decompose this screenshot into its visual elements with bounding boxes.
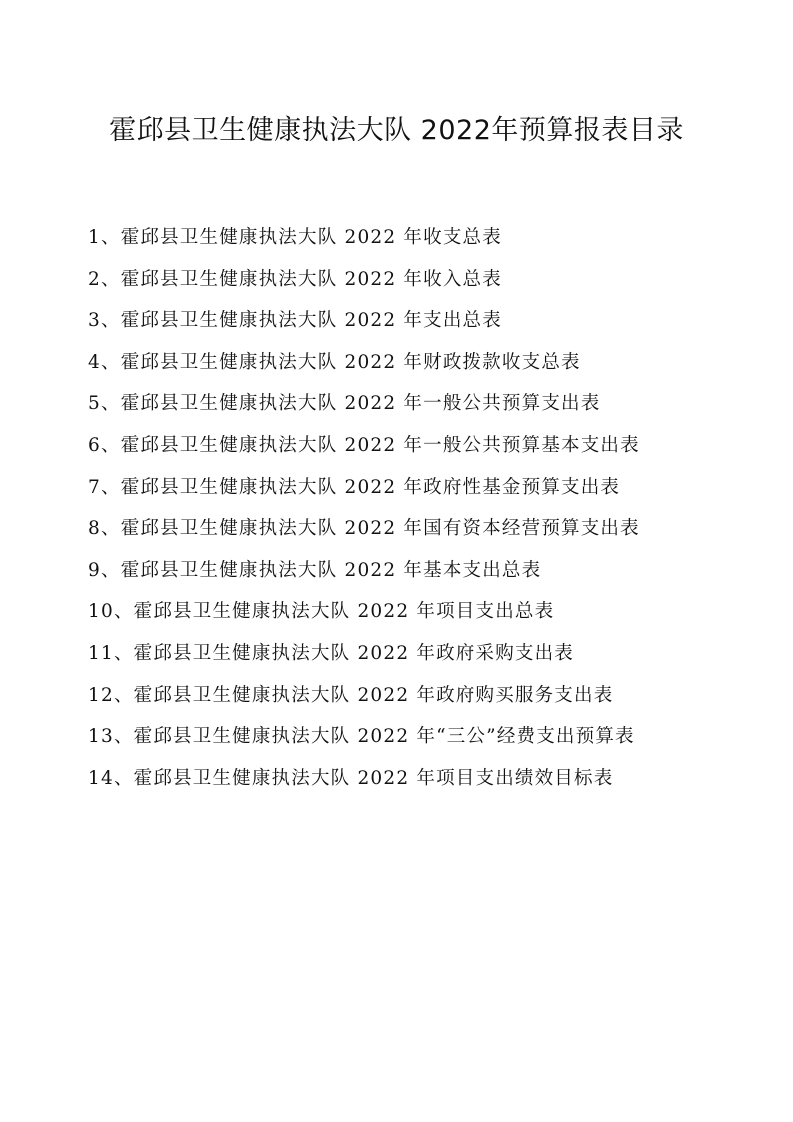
- toc-item-text: 霍邱县卫生健康执法大队 2022 年政府性基金预算支出表: [120, 476, 621, 498]
- toc-item-separator: 、: [100, 559, 121, 581]
- toc-item-number: 9: [88, 559, 101, 581]
- toc-item: [88, 432, 640, 474]
- toc-item: [88, 723, 640, 765]
- toc-item-text: 霍邱县卫生健康执法大队 2022 年“三公”经费支出预算表: [133, 726, 635, 748]
- toc-item-number: 13: [88, 726, 114, 748]
- toc-item-number: 7: [88, 476, 101, 498]
- toc-item-separator: 、: [113, 601, 134, 623]
- toc-item-text: 霍邱县卫生健康执法大队 2022 年收支总表: [120, 227, 502, 248]
- toc-item-separator: 、: [100, 310, 121, 332]
- toc-item: [88, 640, 640, 682]
- toc-item-separator: 、: [100, 476, 121, 498]
- toc-item-text: 霍邱县卫生健康执法大队 2022 年支出总表: [120, 310, 502, 332]
- toc-item-number: 12: [88, 684, 114, 706]
- toc-item-number: 1: [88, 227, 101, 248]
- toc-item-number: 3: [88, 310, 101, 332]
- toc-item-text: 霍邱县卫生健康执法大队 2022 年项目支出绩效目标表: [133, 767, 614, 789]
- toc-item-number: 4: [88, 351, 101, 373]
- toc-item: [88, 390, 640, 432]
- toc-item-text: 霍邱县卫生健康执法大队 2022 年收入总表: [120, 268, 502, 290]
- table-of-contents: [88, 224, 640, 806]
- toc-item: [88, 474, 640, 516]
- toc-item-number: 11: [88, 642, 114, 664]
- toc-item: [88, 515, 640, 557]
- toc-item-separator: 、: [113, 684, 134, 706]
- toc-item-number: 10: [88, 601, 114, 623]
- toc-item-separator: 、: [100, 518, 121, 540]
- toc-item-number: 2: [88, 268, 101, 290]
- toc-item-text: 霍邱县卫生健康执法大队 2022 年政府购买服务支出表: [133, 684, 614, 706]
- toc-item-text: 霍邱县卫生健康执法大队 2022 年一般公共预算基本支出表: [120, 434, 640, 456]
- toc-item: [88, 266, 640, 308]
- toc-item-separator: 、: [113, 642, 134, 664]
- toc-item-separator: 、: [100, 351, 121, 373]
- toc-item-text: 霍邱县卫生健康执法大队 2022 年基本支出总表: [120, 559, 542, 581]
- toc-item: [88, 349, 640, 391]
- toc-item-separator: 、: [113, 767, 134, 789]
- document-title: 霍邱县卫生健康执法大队 2022年预算报表目录: [109, 115, 684, 146]
- toc-item-text: 霍邱县卫生健康执法大队 2022 年项目支出总表: [133, 601, 555, 623]
- toc-item-text: 霍邱县卫生健康执法大队 2022 年财政拨款收支总表: [120, 351, 581, 373]
- toc-item: [88, 598, 640, 640]
- toc-item-number: 14: [88, 767, 114, 789]
- toc-item-text: 霍邱县卫生健康执法大队 2022 年国有资本经营预算支出表: [120, 518, 640, 540]
- toc-item-number: 8: [88, 518, 101, 540]
- toc-item-text: 霍邱县卫生健康执法大队 2022 年一般公共预算支出表: [120, 393, 601, 415]
- toc-item-number: 6: [88, 434, 101, 456]
- toc-item: [88, 682, 640, 724]
- toc-item: [88, 557, 640, 599]
- toc-item-separator: 、: [100, 393, 121, 415]
- toc-item-separator: 、: [113, 726, 134, 748]
- toc-item-number: 5: [88, 393, 101, 415]
- toc-item: [88, 765, 640, 807]
- toc-item-text: 霍邱县卫生健康执法大队 2022 年政府采购支出表: [133, 642, 575, 664]
- toc-item-separator: 、: [100, 434, 121, 456]
- toc-item: [88, 307, 640, 349]
- toc-item-separator: 、: [100, 227, 121, 248]
- toc-item-separator: 、: [100, 268, 121, 290]
- toc-item: [88, 224, 640, 266]
